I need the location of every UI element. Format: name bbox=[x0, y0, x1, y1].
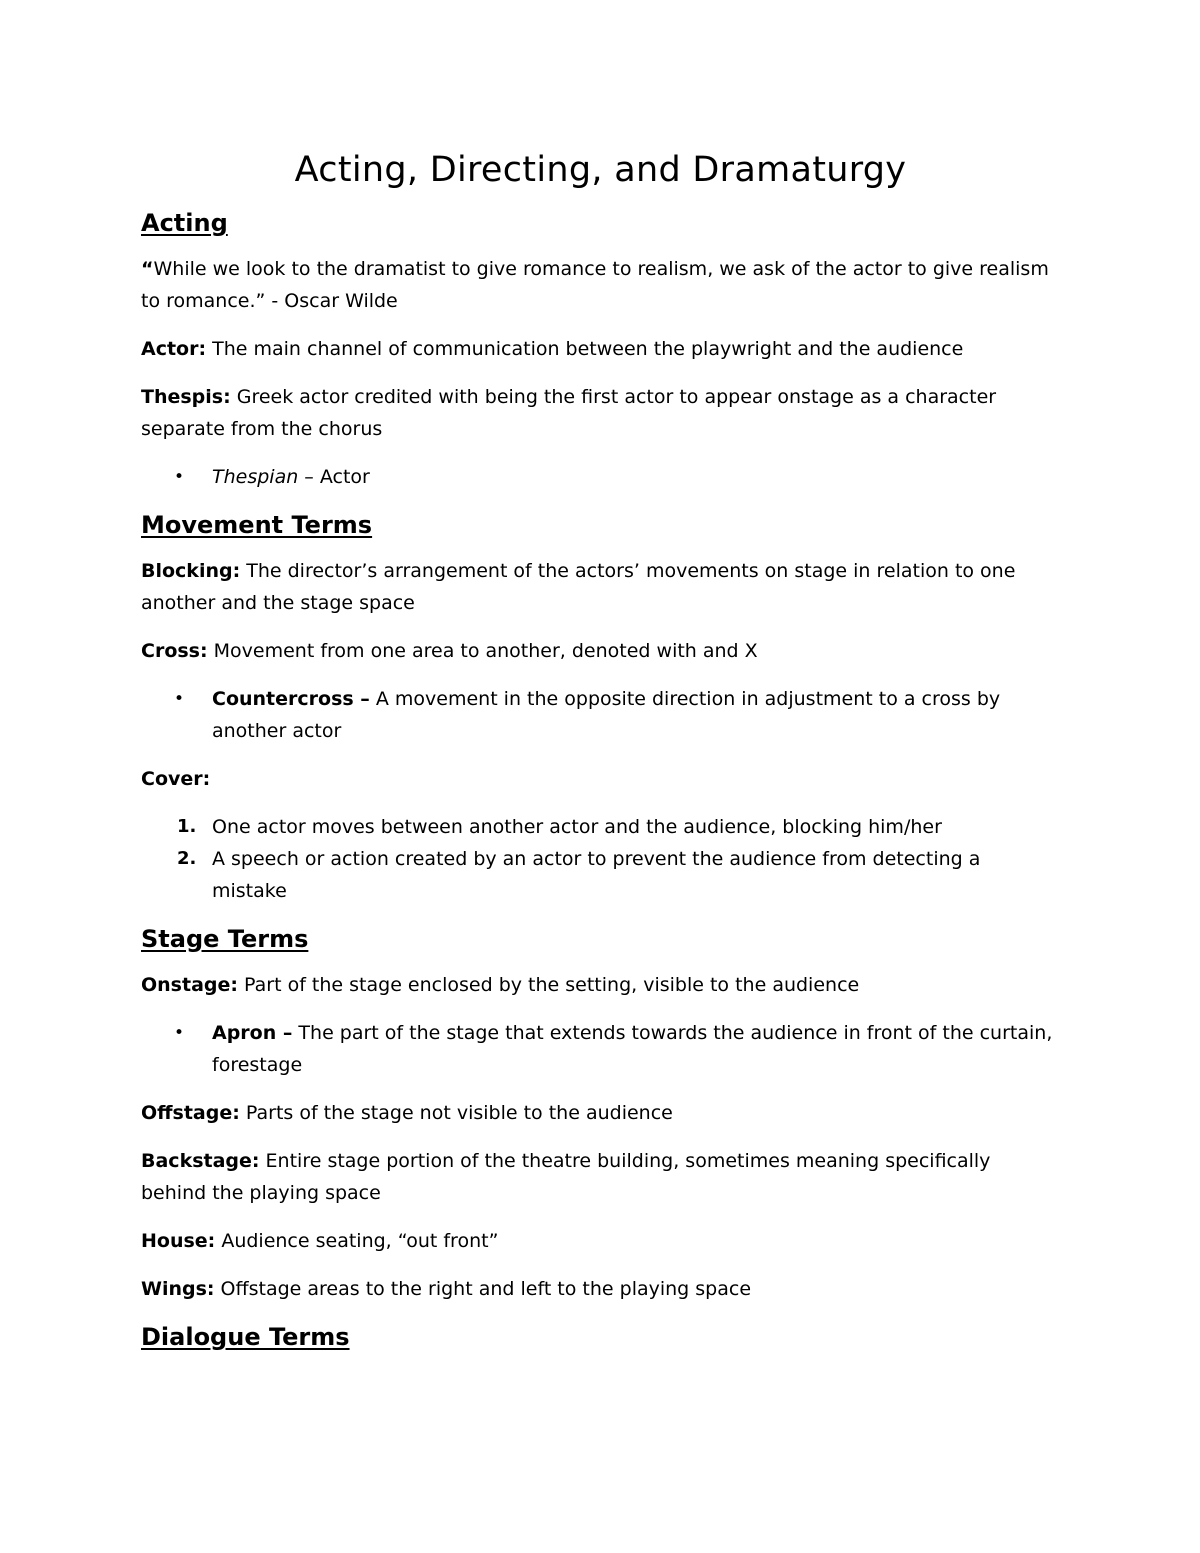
section-heading-dialogue-terms: Dialogue Terms bbox=[141, 1323, 350, 1351]
section-heading-stage-terms: Stage Terms bbox=[141, 925, 309, 953]
section-heading-movement-terms: Movement Terms bbox=[141, 511, 373, 539]
term-definition: The part of the stage that extends towards the audience in front of the curtain, forestage bbox=[212, 1022, 1053, 1076]
list-item-thespian bbox=[141, 461, 1060, 493]
definition-house bbox=[141, 1225, 1060, 1257]
list-item-countercross bbox=[141, 683, 1060, 747]
bullet-icon: • bbox=[174, 467, 185, 487]
definition-onstage bbox=[141, 969, 1060, 1001]
definition-cover bbox=[141, 763, 1060, 795]
term-label: Cover: bbox=[141, 768, 211, 790]
term-label: Wings: bbox=[141, 1278, 215, 1300]
quote-text: While we look to the dramatist to give romance to realism, we ask of the actor to give realism to romance.” - Oscar Wilde bbox=[141, 258, 1049, 312]
list-item-text: A speech or action created by an actor to prevent the audience from detecting a mistake bbox=[212, 848, 981, 902]
term-definition: The main channel of communication between the playwright and the audience bbox=[206, 338, 964, 360]
term-definition: Offstage areas to the right and left to the playing space bbox=[214, 1278, 752, 1300]
apron-list bbox=[141, 1017, 1060, 1081]
quote-open-mark: “ bbox=[141, 258, 154, 280]
term-label: Blocking: bbox=[141, 560, 241, 582]
term-label: Apron – bbox=[212, 1022, 293, 1044]
definition-backstage bbox=[141, 1145, 1060, 1209]
term-label: House: bbox=[141, 1230, 216, 1252]
bullet-icon: • bbox=[174, 1023, 185, 1043]
term-definition: Movement from one area to another, denoted with and X bbox=[207, 640, 758, 662]
list-number: 1. bbox=[177, 816, 197, 837]
countercross-list bbox=[141, 683, 1060, 747]
definition-blocking bbox=[141, 555, 1060, 619]
term-label: Thespis: bbox=[141, 386, 231, 408]
definition-thespis bbox=[141, 381, 1060, 445]
definition-wings bbox=[141, 1273, 1060, 1305]
term-definition: A movement in the opposite direction in adjustment to a cross by another actor bbox=[212, 688, 1001, 742]
definition-cross bbox=[141, 635, 1060, 667]
term-label: Thespian bbox=[212, 466, 299, 488]
term-definition: – Actor bbox=[298, 466, 370, 488]
term-label: Onstage: bbox=[141, 974, 238, 996]
term-label: Actor: bbox=[141, 338, 207, 360]
list-item-apron bbox=[141, 1017, 1060, 1081]
document-title: Acting, Directing, and Dramaturgy bbox=[294, 150, 907, 190]
term-definition: Greek actor credited with being the first actor to appear onstage as a character separate from the chorus bbox=[141, 386, 997, 440]
cover-numbered-list bbox=[141, 811, 1060, 907]
section-heading-acting: Acting bbox=[141, 209, 228, 237]
definition-actor bbox=[141, 333, 1060, 365]
term-definition: Part of the stage enclosed by the setting, visible to the audience bbox=[237, 974, 860, 996]
definition-offstage bbox=[141, 1097, 1060, 1129]
list-item-cover-1 bbox=[141, 811, 1060, 843]
term-label: Offstage: bbox=[141, 1102, 240, 1124]
term-definition: Audience seating, “out front” bbox=[215, 1230, 499, 1252]
term-definition: Parts of the stage not visible to the audience bbox=[239, 1102, 673, 1124]
list-item-text: One actor moves between another actor and the audience, blocking him/her bbox=[212, 816, 942, 838]
term-label: Backstage: bbox=[141, 1150, 260, 1172]
thespian-list bbox=[141, 461, 1060, 493]
oscar-wilde-quote bbox=[141, 253, 1060, 317]
term-label: Countercross – bbox=[212, 688, 370, 710]
term-label: Cross: bbox=[141, 640, 208, 662]
list-item-cover-2 bbox=[141, 843, 1060, 907]
term-definition: Entire stage portion of the theatre building, sometimes meaning specifically behind the playing space bbox=[141, 1150, 991, 1204]
bullet-icon: • bbox=[174, 689, 185, 709]
list-number: 2. bbox=[177, 848, 197, 869]
term-definition: The director’s arrangement of the actors’ movements on stage in relation to one another and the stage space bbox=[141, 560, 1016, 614]
